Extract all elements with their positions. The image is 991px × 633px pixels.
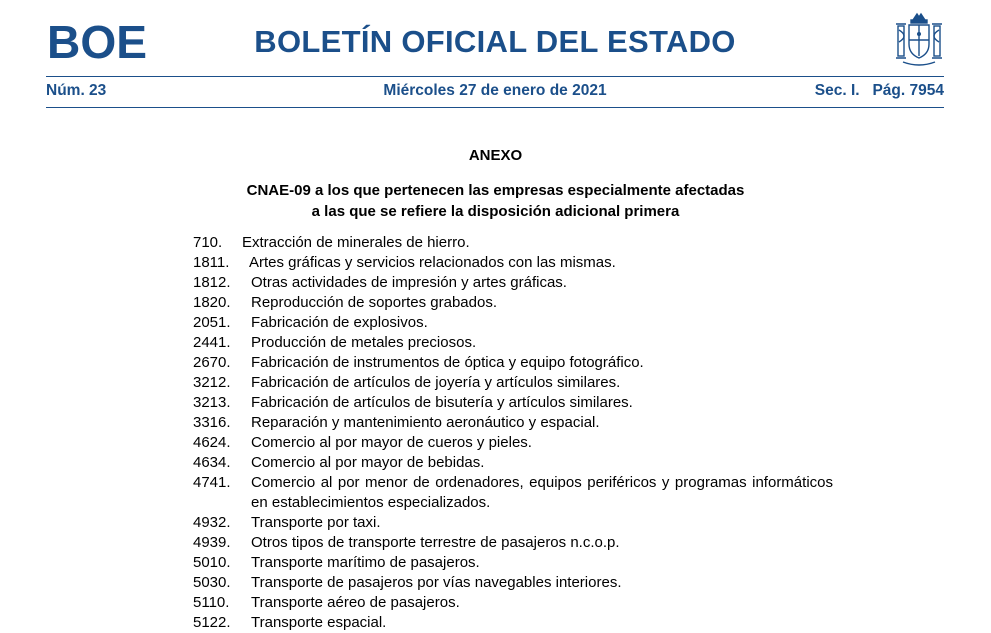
boe-logo (46, 18, 148, 62)
annex-subheading (0, 180, 991, 222)
item-code: 3213. (193, 394, 231, 411)
item-text: Transporte de pasajeros por vías navegables interiores. (251, 574, 622, 591)
item-text: Transporte espacial. (251, 614, 387, 631)
item-code: 2441. (193, 334, 231, 351)
list-item (193, 613, 833, 633)
item-text: Reproducción de soportes grabados. (251, 294, 497, 311)
list-item (193, 573, 833, 593)
annex-subheading-line1: CNAE-09 a los que pertenecen las empresas especialmente afectadas (246, 182, 745, 199)
list-item (193, 453, 833, 473)
item-code: 5110. (193, 594, 230, 611)
list-item (193, 333, 833, 353)
item-text: Otros tipos de transporte terrestre de pasajeros n.c.o.p. (251, 534, 620, 551)
item-text: Fabricación de artículos de joyería y artículos similares. (251, 374, 621, 391)
list-item (193, 293, 833, 313)
item-text: Transporte aéreo de pasajeros. (251, 594, 460, 611)
item-code: 2670. (193, 354, 231, 371)
cnae-list (193, 233, 833, 633)
list-item (193, 413, 833, 433)
item-text: Fabricación de explosivos. (251, 314, 428, 331)
section-page: Sec. I. Pág. 7954 (814, 82, 944, 99)
item-text: Extracción de minerales de hierro. (242, 234, 470, 251)
item-code: 1812. (193, 274, 231, 291)
header-rule-bottom (46, 107, 944, 108)
item-text: Fabricación de artículos de bisutería y artículos similares. (251, 394, 633, 411)
list-item (193, 253, 833, 273)
item-text: Comercio al por menor de ordenadores, equipos periféricos y programas informáticos en establecimientos especializados. (251, 474, 833, 511)
item-code: 1820. (193, 294, 231, 311)
annex-heading: ANEXO (468, 147, 523, 164)
list-item (193, 353, 833, 373)
list-item (193, 513, 833, 533)
list-item (193, 233, 833, 253)
list-item (193, 593, 833, 613)
item-text: Artes gráficas y servicios relacionados con las mismas. (249, 254, 616, 271)
item-code: 4932. (193, 514, 231, 531)
svg-text:BOE: BOE (47, 18, 147, 62)
item-code: 3212. (193, 374, 231, 391)
item-code: 4939. (193, 534, 231, 551)
annex-subheading-line2: a las que se refiere la disposición adicional primera (311, 203, 680, 220)
page-title: BOLETÍN OFICIAL DEL ESTADO (254, 24, 736, 59)
item-text: Comercio al por mayor de cueros y pieles. (251, 434, 532, 451)
item-text: Reparación y mantenimiento aeronáutico y espacial. (251, 414, 600, 431)
item-text: Comercio al por mayor de bebidas. (251, 454, 485, 471)
issue-date: Miércoles 27 de enero de 2021 (383, 82, 607, 99)
list-item (193, 273, 833, 293)
item-code: 4634. (193, 454, 231, 471)
item-code: 5030. (193, 574, 231, 591)
item-code: 4741. (193, 474, 231, 491)
list-item (193, 393, 833, 413)
list-item (193, 553, 833, 573)
list-item (193, 473, 833, 513)
info-bar (46, 82, 944, 102)
item-code: 5122. (193, 614, 231, 631)
item-text: Transporte marítimo de pasajeros. (251, 554, 480, 571)
coat-of-arms-icon (893, 10, 945, 68)
item-text: Fabricación de instrumentos de óptica y equipo fotográfico. (251, 354, 644, 371)
item-code: 2051. (193, 314, 231, 331)
list-item (193, 313, 833, 333)
list-item (193, 533, 833, 553)
item-text: Otras actividades de impresión y artes gráficas. (251, 274, 567, 291)
item-code: 3316. (193, 414, 231, 431)
item-text: Producción de metales preciosos. (251, 334, 477, 351)
list-item (193, 433, 833, 453)
item-code: 710. (193, 234, 223, 251)
item-code: 1811. (193, 254, 230, 271)
header-rule-top (46, 76, 944, 77)
issue-number: Núm. 23 (46, 82, 107, 99)
list-item (193, 373, 833, 393)
item-text: Transporte por taxi. (251, 514, 381, 531)
item-code: 4624. (193, 434, 231, 451)
item-code: 5010. (193, 554, 231, 571)
